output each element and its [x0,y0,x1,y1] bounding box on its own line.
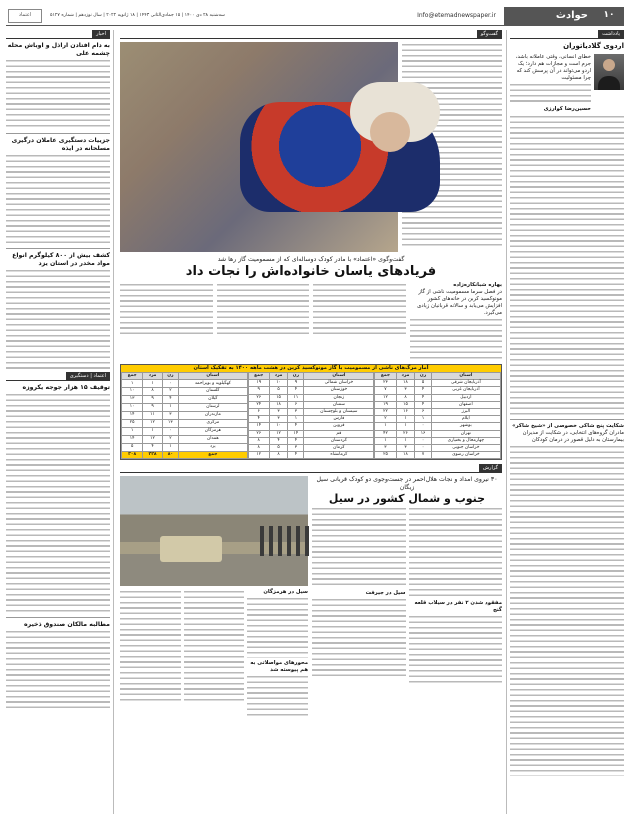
table-cell: ۴ [415,401,431,408]
table-cell: ۱ [396,437,415,444]
news-body-2 [6,155,110,245]
table-cell: ۱۰ [121,403,142,411]
table-row [375,445,501,452]
table-cell: مرکزی [179,419,248,427]
table-cell: ۱۴ [121,435,142,443]
flood-text-1 [409,508,503,598]
table-row [248,401,374,408]
flood-headline: جنوب و شمال کشور در سیل [328,492,486,506]
table-header-cell: استان [179,373,248,380]
table-cell: هرمزگان [179,427,248,435]
table-cell: ۱۴ [288,430,304,437]
report-tag: گزارش [479,464,502,472]
table-cell: ۱۰ [269,380,288,387]
table-cell: ۸۰ [162,451,178,459]
table-cell: ۰ [415,445,431,452]
table-cell: ۵ [121,443,142,451]
table-row [248,452,374,459]
table-cell: ۶ [415,409,431,416]
table-header-cell: مرد [269,373,288,380]
table-cell: ۱۶ [396,409,415,416]
right-tag-bar [510,30,624,39]
table-cell: کردستان [304,437,374,444]
table-cell: ۱۰ [121,388,142,396]
news-tag-bar [6,30,110,39]
table-row [248,409,374,416]
table-cell: آذربایجان شرقی [431,380,500,387]
table-cell: ۱ [121,427,142,435]
flood-text-5 [247,598,308,658]
table-row [248,437,374,444]
arrest-tag: اعتماد | دستگیری [66,372,110,380]
table-header-cell: مرد [143,373,162,380]
table-cell: ۱۲ [375,394,396,401]
table-row [375,387,501,394]
table-cell: ۸ [248,445,269,452]
co-poisoning-table [120,364,502,460]
opinion-title: اردوی گلادیاتوران [563,42,624,50]
table-row [121,443,247,451]
table-cell: ۱ [162,403,178,411]
news-body-5 [6,631,110,711]
table-cell: ۴ [415,394,431,401]
table-cell: ۲۵ [375,452,396,459]
section-title: حوادث [504,7,594,25]
right-footer-lead: مادران گروه‌های انتخابی، در شکایت از مدیران بیمارستان به دلیل قصور در درمان کودکان [522,430,624,443]
table-cell: گیلان [179,396,248,404]
table-cell: ۲۶ [248,394,269,401]
table-cell: ۱ [162,443,178,451]
news-title-3: کشف بیش از ۸۰۰ کیلوگرم انواع مواد مخدر در استان یزد [12,252,110,267]
table-cell: سیستان و بلوچستان [304,409,374,416]
table-cell: ۱۲ [248,452,269,459]
opinion-body [510,116,624,416]
table-cell: ۴ [269,437,288,444]
table-cell: ۸ [248,437,269,444]
table-header-cell: جمع [248,373,269,380]
table-cell: ۸ [269,452,288,459]
flood-sub-4: محورهای مواصلاتی به هم پیوسته شد [250,660,308,674]
table-cell: ۲ [375,416,396,423]
table-cell: ۳ [288,445,304,452]
table-cell: ۴ [162,396,178,404]
table-row [121,411,247,419]
table-cell: ۰ [162,380,178,388]
flood-photo [120,476,308,586]
table-cell: ۱ [288,416,304,423]
table-cell: کهگیلویه و بویراحمد [179,380,248,388]
table-cell: ۱۶ [415,430,431,437]
child-photo [120,42,398,252]
news-tag: اخبار [92,30,110,38]
flood-text-3 [312,508,406,588]
table-cell: ۷ [375,387,396,394]
table-cell: ۱ [415,416,431,423]
table-cell: ۶ [288,401,304,408]
middle-tag-bar [120,30,502,39]
table-cell: ۴ [288,423,304,430]
email-address[interactable]: Info@etemadnewspaper.ir [417,11,496,19]
flood-text-4 [312,599,406,679]
table-cell: خوزستان [304,387,374,394]
news-title-4: توقیف ۱۵ هزار جوجه یکروزه [22,384,110,391]
table-cell: مازندران [179,411,248,419]
middle-column [120,30,502,814]
table-cell: اصفهان [431,401,500,408]
table-cell: ۱۲ [143,419,162,427]
table-cell: ۲۳ [375,380,396,387]
table-row [121,380,247,388]
table-caption: آمار مرگ‌های ناشی از مسمومیت با گاز مونوکسید کربن در هشت ماهه ۱۴۰۰ به تفکیک استان [121,365,501,372]
table-cell: ۵ [269,387,288,394]
headline-block [120,256,502,280]
table-cell: ۱۵ [396,401,415,408]
table-cell: بوشهر [431,423,500,430]
table-cell: ۳ [162,411,178,419]
table-cell: ۴ [288,387,304,394]
news-body-4 [6,394,110,614]
table-cell: ۳ [269,416,288,423]
table-cell: گلستان [179,388,248,396]
table-cell: ۳ [396,445,415,452]
table-row [121,435,247,443]
table-cell: ۲۲ [375,409,396,416]
table-row [375,380,501,387]
table-row [248,430,374,437]
table-cell: ۸ [143,388,162,396]
page-number: ۱۰ [594,7,624,25]
table-header-cell: زن [288,373,304,380]
table-cell: ۱۸ [269,401,288,408]
table-cell: ۹ [288,380,304,387]
news-title-1: به دام افتادن اراذل و اوباش محله چشمه علی [7,42,110,57]
table-header-cell: استان [431,373,500,380]
table-cell: کرمانشاه [304,452,374,459]
story-col-2 [313,284,406,338]
report-tag-bar [120,464,502,473]
table-cell: ۱۴ [121,411,142,419]
table-cell: ۲ [162,388,178,396]
table-cell: قزوین [304,423,374,430]
table-cell: ۳ [396,387,415,394]
table-cell: ۱۲ [269,430,288,437]
table-cell: ۱۴ [248,423,269,430]
table-cell: ۱۳ [162,419,178,427]
table-part-left [121,372,248,459]
table-cell: ۵ [415,380,431,387]
author-name: حسین‌رضا کوارزی [543,106,591,112]
story-col-4 [120,284,213,338]
table-header-cell: جمع [121,373,142,380]
table-cell: تهران [431,430,500,437]
left-tag-bar-2 [6,372,110,381]
story-col-3 [217,284,310,338]
table-header-cell: جمع [375,373,396,380]
right-footer-title: شکایت پنج شاکی خصوصی از «شیخ شاکر» [512,423,624,429]
table-row [248,394,374,401]
newspaper-logo: اعتماد [8,9,42,23]
left-column [6,30,114,814]
table-cell: اردبیل [431,394,500,401]
lead-text: در فصل سرما مسمومیت ناشی از گاز مونوکسید کربن در خانه‌های کشور افزایش می‌یابد و سالانه قربانیان زیادی می‌گیرد. [417,289,502,316]
flood-kicker: ۳۰ نیروی امداد و نجات هلال‌احمر در جست‌وجوی دو کودک قربانی سیل زیگان [316,476,498,492]
news-title-2: جزییات دستگیری عاملان درگیری مسلحانه در ایذه [11,137,110,152]
table-cell: کرمان [304,445,374,452]
opinion-text-block [510,84,591,104]
flood-sub-3: سیل در هرمزگان [263,589,308,596]
table-row [121,427,247,435]
table-cell: ۲ [162,435,178,443]
table-cell: ۱ [143,427,162,435]
table-cell: ۲۴ [248,401,269,408]
flood-text-2 [409,616,503,686]
table-cell: ۵ [269,445,288,452]
table-cell: همدان [179,435,248,443]
table-cell: ۳ [288,409,304,416]
table-cell: ۲۶ [248,430,269,437]
table-cell: خراسان رضوی [431,452,500,459]
table-cell: ۱۸ [396,380,415,387]
table-header-cell: استان [304,373,374,380]
table-cell: ۴ [415,387,431,394]
table-cell: ۱۹ [248,380,269,387]
table-row [121,419,247,427]
table-cell: ۴ [248,416,269,423]
table-cell: ۶ [248,409,269,416]
table-cell: ۱ [121,380,142,388]
table-cell: ۲۵ [121,419,142,427]
table-cell: ۱۵ [269,394,288,401]
table-row [121,451,247,459]
table-cell: ۱۱ [143,411,162,419]
issue-meta: سه‌شنبه ۲۸ دی ۱۴۰۰ | ۱۵ جمادی‌الثانی ۱۴۴۳ | ۱۸ ژانویه ۲۰۲۲ | سال نوزدهم | شماره ۵۱۲۷ [50,12,225,18]
table-cell: ۹ [143,396,162,404]
flood-sub-1: سیل در جیرفت [365,590,406,597]
table-row [121,388,247,396]
table-row [248,416,374,423]
table-cell: ۴ [288,452,304,459]
table-cell: ۹ [143,403,162,411]
interview-tag: گفت‌وگو [477,30,502,38]
table-cell: لرستان [179,403,248,411]
table-row [375,423,501,430]
table-cell: یزد [179,443,248,451]
table-row [248,445,374,452]
table-cell: ۲۲۸ [143,451,162,459]
table-header-cell: زن [162,373,178,380]
table-cell: ۴ [288,437,304,444]
author-photo [594,54,624,90]
table-cell: ۱۲ [143,435,162,443]
table-part-mid [248,372,375,459]
table-row [375,409,501,416]
table-cell: ۰ [415,423,431,430]
table-row [375,430,501,437]
headline-kicker: گفت‌وگوی «اعتماد» با مادر کودک دوساله‌ای که از مسمومیت گاز رها شد [217,256,405,263]
table-row [375,394,501,401]
table-cell: فارس [304,416,374,423]
table-cell: ۱ [143,380,162,388]
table-cell: ۸ [396,394,415,401]
table-cell: ۱۹ [375,401,396,408]
table-cell: ۲۶ [396,430,415,437]
table-cell: ایلام [431,416,500,423]
table-cell: زنجان [304,394,374,401]
table-cell: ۱۳ [121,396,142,404]
table-row [375,437,501,444]
table-cell: ۱ [375,423,396,430]
table-cell: ۹ [248,387,269,394]
table-cell: چهارمحال و بختیاری [431,437,500,444]
table-cell: خراسان جنوبی [431,445,500,452]
table-cell: ۴۲ [375,430,396,437]
table-cell: قم [304,430,374,437]
table-cell: خراسان شمالی [304,380,374,387]
table-row [248,387,374,394]
flood-sub-2: مفقود شدن ۲ نفر در سیلاب قلعه گنج [414,600,502,614]
table-cell: آذربایجان غربی [431,387,500,394]
table-cell: ۱ [396,423,415,430]
table-cell: ۱۸ [396,452,415,459]
table-row [375,416,501,423]
page-header [6,6,624,26]
table-cell: ۱ [396,416,415,423]
table-cell: ۱۱ [288,394,304,401]
flood-text-7 [184,591,245,701]
table-cell: جمع [179,451,248,459]
author-block [510,54,624,113]
table-row [121,403,247,411]
table-cell: ۱۰ [269,423,288,430]
table-cell: البرز [431,409,500,416]
table-row [121,396,247,404]
opinion-tag: یادداشت [598,30,624,38]
right-footer-body [510,446,624,776]
table-header-cell: مرد [396,373,415,380]
opinion-lead: خطای انسانی، وقتی عاملانه باشد، جرم است و مجازات هم دارد؛ یک اردو می‌تواند در آن پرسش کند که چرا مسئولیت [515,54,591,81]
table-cell: ۱ [375,437,396,444]
news-body-3 [6,270,110,370]
right-column [506,30,624,814]
news-body-1 [6,60,110,130]
flood-text-8 [120,591,181,701]
table-row [248,380,374,387]
table-part-right [374,372,501,459]
table-cell: ۴ [143,443,162,451]
main-headline: فریادهای یاسان خانواده‌اش را نجات داد [185,264,437,279]
table-row [248,423,374,430]
table-cell: ۰ [162,427,178,435]
table-row [375,452,501,459]
table-cell: ۰ [415,437,431,444]
table-cell: سمنان [304,401,374,408]
table-cell: ۳ [269,409,288,416]
flood-text-6 [247,676,308,716]
table-row [375,401,501,408]
story-col-1 [410,319,503,359]
table-cell: ۳ [375,445,396,452]
table-cell: ۷ [415,452,431,459]
table-cell: ۳۰۸ [121,451,142,459]
byline: بهاره شبانکاره‌زاده [453,282,502,288]
table-header-cell: زن [415,373,431,380]
news-title-5: مطالبه مالکان صندوق ذخیره [23,621,110,628]
